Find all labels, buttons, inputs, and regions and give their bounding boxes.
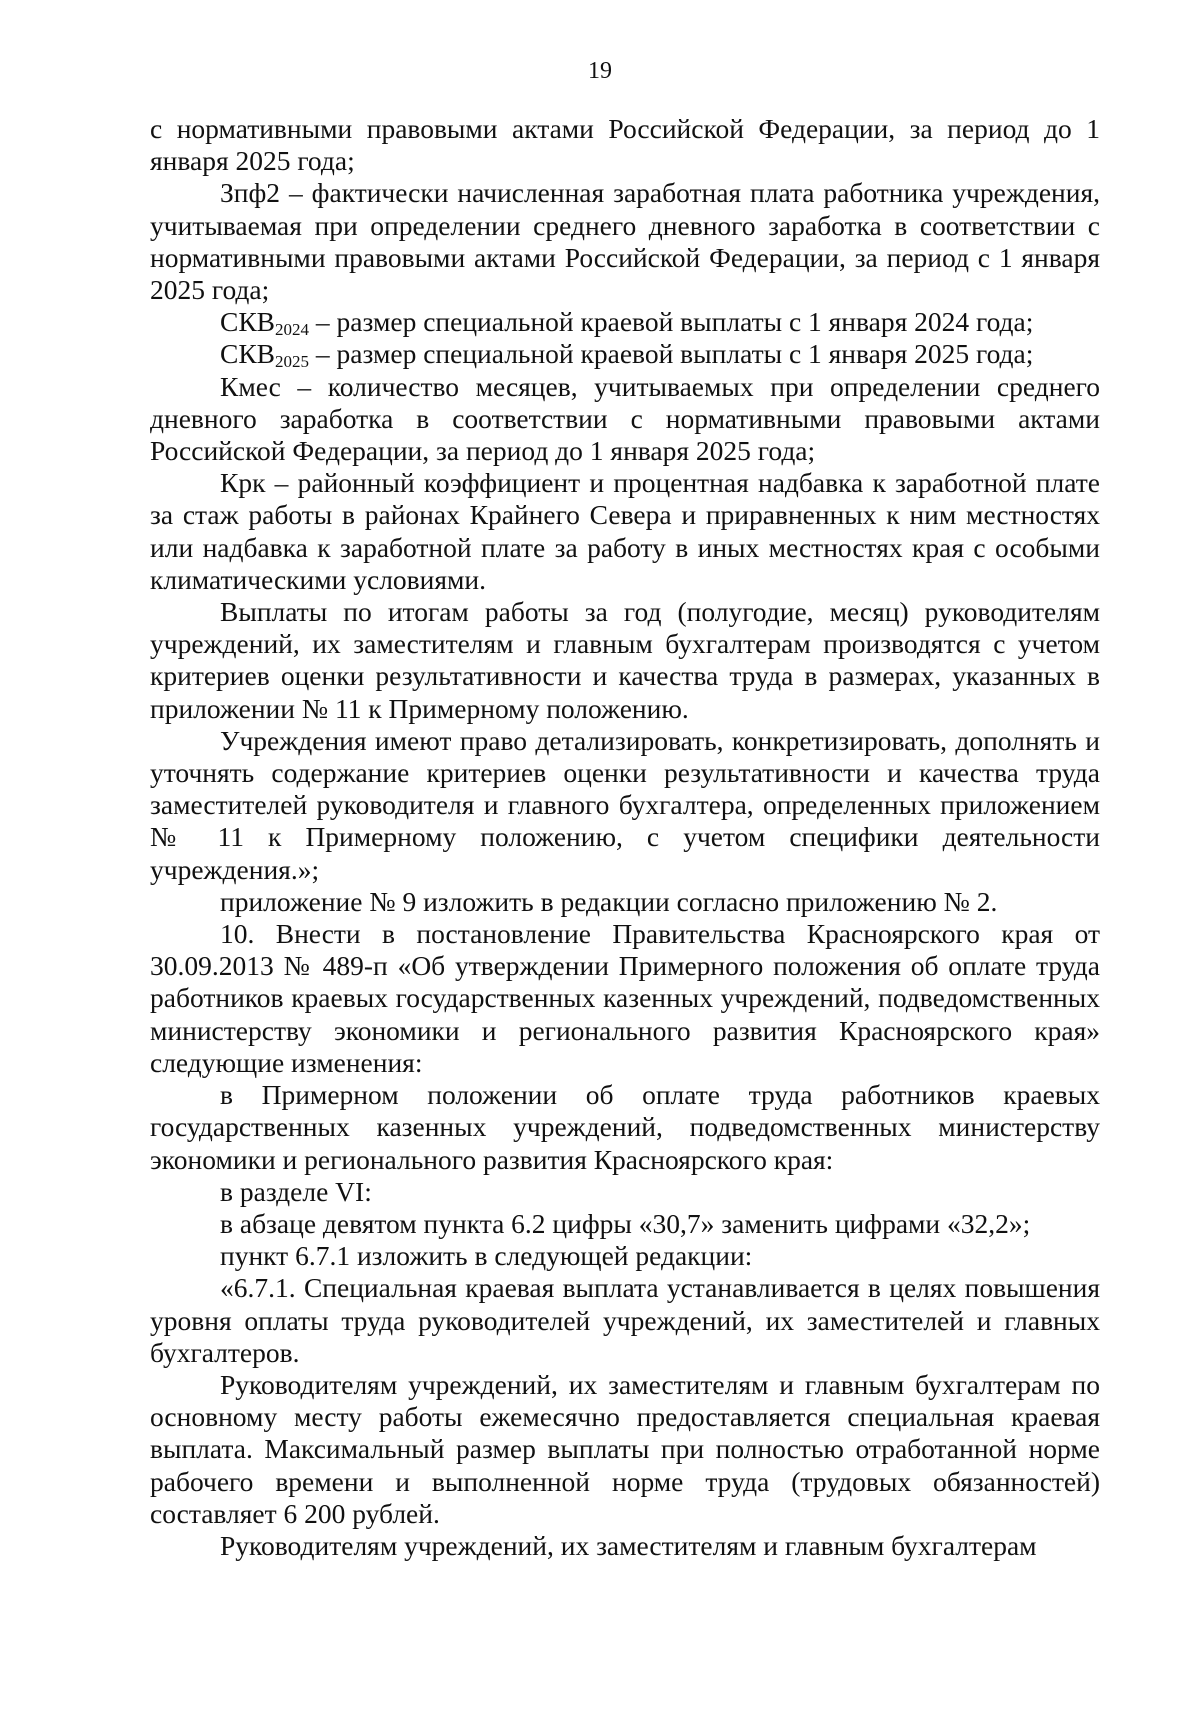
paragraph: 10. Внести в постановление Правительства Красноярского края от 30.09.2013 № 489-п «Об утверждении Примерного положения об оплате труда работников краевых государственных казенных учреждений, подведомственных министерству экономики и регионального развития Красноярского края» следующие изменения: xyxy=(150,918,1100,1078)
paragraph: Зпф2 – фактически начисленная заработная плата работника учреждения, учитываемая при определении среднего дневного заработка в соответствии с нормативными правовыми актами Российской Федерации, за период с 1 января 2025 года; xyxy=(150,177,1100,306)
term-definition: – размер специальной краевой выплаты с 1 января 2025 года; xyxy=(315,338,1034,370)
term-definition: – размер специальной краевой выплаты с 1 января 2024 года; xyxy=(315,306,1034,338)
paragraph: с нормативными правовыми актами Российской Федерации, за период до 1 января 2025 года; xyxy=(150,113,1100,177)
paragraph: в разделе VI: xyxy=(220,1175,372,1207)
paragraph: Кмес – количество месяцев, учитываемых при определении среднего дневного заработка в соответствии с нормативными правовыми актами Российской Федерации, за период до 1 января 2025 года; xyxy=(150,370,1100,467)
paragraph: Выплаты по итогам работы за год (полугодие, месяц) руководителям учреждений, их заместителям и главным бухгалтерам производятся с учетом критериев оценки результативности и качества труда в размерах, указанных в приложении № 11 к Примерному положению. xyxy=(150,596,1100,724)
paragraph: Руководителям учреждений, их заместителям и главным бухгалтерам по основному месту работы ежемесячно предоставляется специальная краевая выплата. Максимальный размер выплаты при полностью отработанной норме рабочего времени и выполненной норме труда (трудовых обязанностей) составляет 6 200 рублей. xyxy=(150,1368,1100,1529)
term-symbol: СКВ xyxy=(220,338,276,370)
paragraph: Крк – районный коэффициент и процентная надбавка к заработной плате за стаж работы в районах Крайнего Севера и приравненных к ним местностях или надбавка к заработной плате за работу в иных местностях края с особыми климатическими условиями. xyxy=(150,467,1100,595)
paragraph: приложение № 9 изложить в редакции согласно приложению № 2. xyxy=(220,885,998,917)
term-subscript: 2024 xyxy=(275,320,310,340)
paragraph: в Примерном положении об оплате труда работников краевых государственных казенных учреждений, подведомственных министерству экономики и регионального развития Красноярского края: xyxy=(150,1079,1100,1175)
paragraph-formula-term xyxy=(150,338,1100,370)
paragraph: «6.7.1. Специальная краевая выплата устанавливается в целях повышения уровня оплаты труда руководителей учреждений, их заместителей и главных бухгалтеров. xyxy=(150,1272,1100,1368)
document-body xyxy=(150,113,1100,1562)
page-number: 19 xyxy=(588,58,612,84)
paragraph: пункт 6.7.1 изложить в следующей редакции: xyxy=(220,1240,753,1272)
term-symbol: СКВ xyxy=(220,306,276,338)
term-subscript: 2025 xyxy=(275,352,310,372)
paragraph: в абзаце девятом пункта 6.2 цифры «30,7» заменить цифрами «32,2»; xyxy=(220,1207,1031,1239)
paragraph: Учреждения имеют право детализировать, конкретизировать, дополнять и уточнять содержание критериев оценки результативности и качества труда заместителей руководителя и главного бухгалтера, определенных приложением № 11 к Примерному положению, с учетом специфики деятельности учреждения.»; xyxy=(150,724,1100,885)
paragraph-formula-term xyxy=(150,306,1100,338)
paragraph: Руководителям учреждений, их заместителям и главным бухгалтерам xyxy=(220,1529,1037,1561)
